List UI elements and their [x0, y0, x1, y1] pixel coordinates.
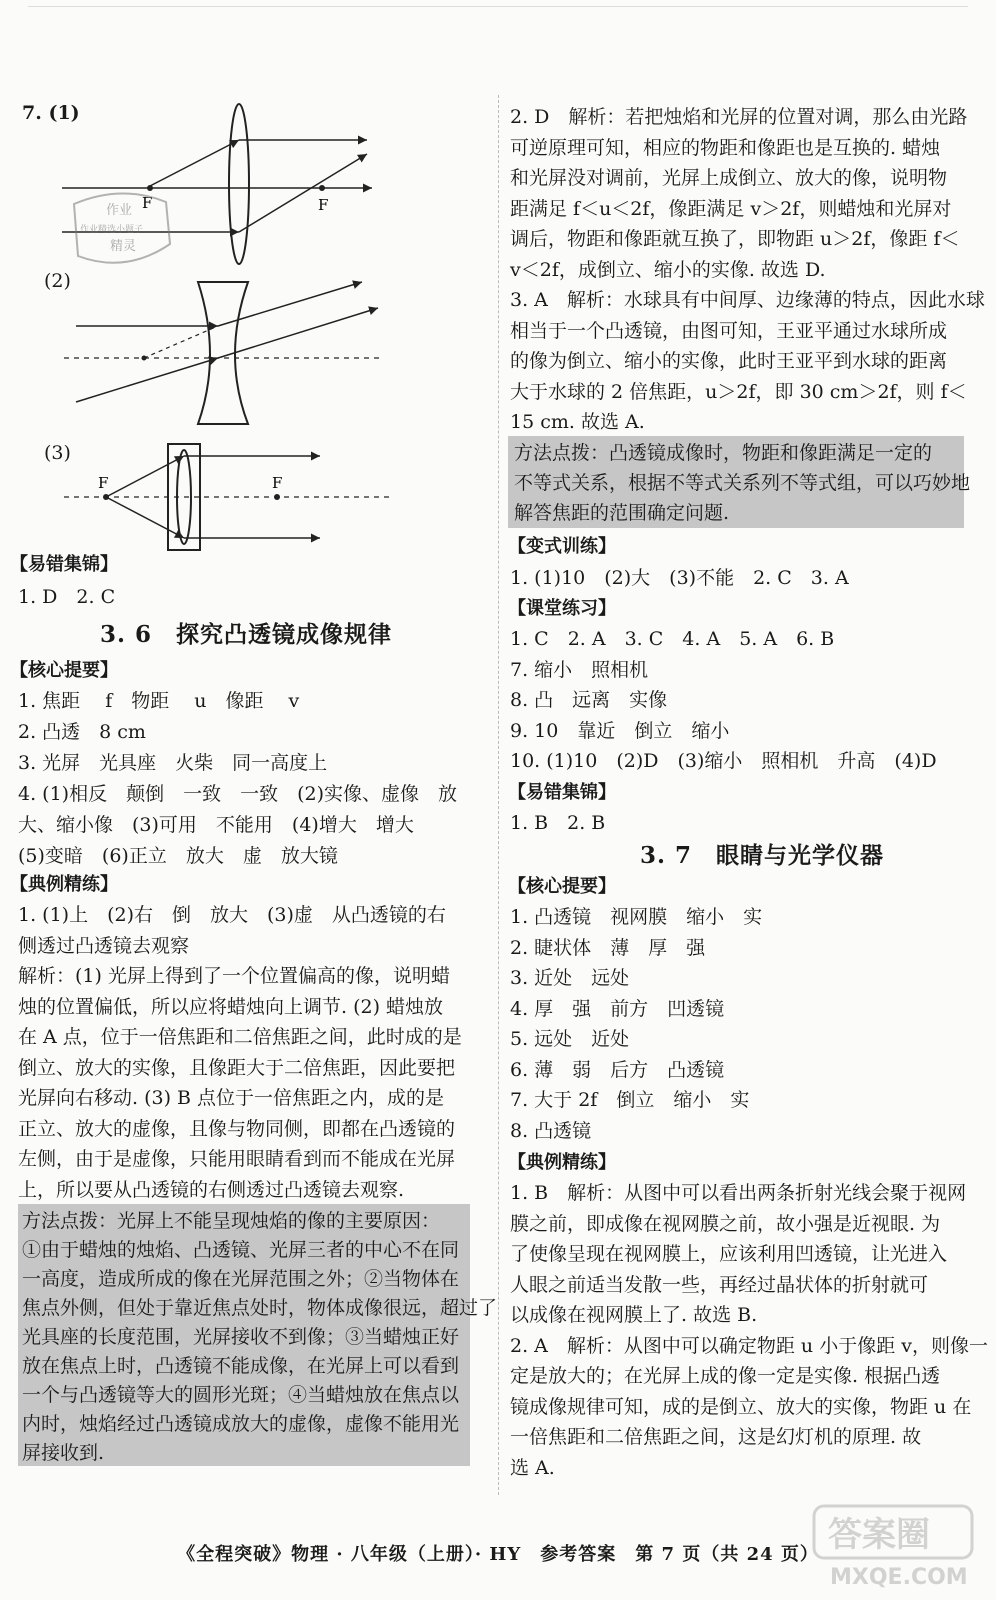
answer-line: 调后，物距和像距就互换了，即物距 u＞2f，像距 f＜	[510, 228, 960, 250]
dianli-line: 1. (1)上 (2)右 倒 放大 (3)虚 从凸透镜的右	[18, 904, 446, 926]
svg-text:作业: 作业	[106, 203, 133, 218]
dianli-line: 光屏向右移动. (3) B 点位于一倍焦距之内，成的是	[18, 1087, 445, 1109]
dianli-line: 人眼之前适当发散一些，再经过晶状体的折射就可	[510, 1273, 929, 1296]
method-line: 光具座的长度范围，光屏接收不到像；③当蜡烛正好	[22, 1326, 460, 1348]
hexin-line: 大、缩小像 (3)可用 不能用 (4)增大 增大	[18, 814, 414, 836]
focal-label-left: F	[142, 194, 153, 212]
answer-line: 大于水球的 2 倍焦距，u＞2f，即 30 cm＞2f，则 f＜	[510, 380, 967, 403]
answer-line: 相当于一个凸透镜，由图可知，王亚平通过水球所成	[510, 319, 948, 342]
hexin-line: 5. 远处 近处	[510, 1028, 630, 1050]
dianli-line: 选 A.	[510, 1456, 555, 1479]
method-line: 放在焦点上时，凸透镜不能成像，在光屏上可以看到	[22, 1355, 460, 1377]
hexin-line: 2. 凸透 8 cm	[18, 721, 146, 743]
svg-text:精灵: 精灵	[110, 239, 137, 254]
answer-line: 3. A 解析：水球具有中间厚、边缘薄的特点，因此水球	[510, 289, 985, 311]
hexin-line: 7. 大于 2f 倒立 缩小 实	[510, 1089, 750, 1111]
focal-label-right: F	[318, 196, 329, 214]
dianli-line: 解析：(1) 光屏上得到了一个位置偏高的像，说明蜡	[18, 965, 450, 987]
svg-text:作业精选小题子: 作业精选小题子	[80, 225, 144, 235]
focal-label-left-3: F	[98, 474, 109, 492]
dianli-line: 侧透过凸透镜去观察	[18, 934, 190, 957]
hexin-line: 8. 凸透镜	[510, 1119, 592, 1142]
method-line: 一高度，造成所成的像在光屏范围之外；②当物体在	[22, 1268, 460, 1290]
answer-line: 距满足 f＜u＜2f，像距满足 v＞2f，则蜡烛和光屏对	[510, 197, 952, 220]
dianli-line: 了使像呈现在视网膜上，应该利用凹透镜，让光进入	[510, 1243, 948, 1265]
section-title-3-7: 3. 7 眼睛与光学仪器	[640, 842, 885, 869]
dianli-line: 正立、放大的虚像，且像与物同侧，即都在凸透镜的	[18, 1117, 456, 1140]
method-line: 屏接收到.	[22, 1442, 105, 1464]
watermark-logo	[808, 1500, 978, 1590]
page-footer: 《全程突破》物理 · 八年级（上册）· HY 参考答案 第 7 页（共 24 页）	[177, 1544, 819, 1565]
q7-part2-label: (2)	[44, 270, 71, 292]
section-head-ketang: 【课堂练习】	[508, 598, 616, 619]
hexin-line: 1. 焦距 f 物距 u 像距 v	[18, 690, 300, 712]
hexin-line: 4. 厚 强 前方 凹透镜	[510, 997, 725, 1020]
answer-line: v＜2f，成倒立、缩小的实像. 故选 D.	[510, 258, 826, 281]
hexin-line: (5)变暗 (6)正立 放大 虚 放大镜	[18, 845, 338, 867]
method-line: 内时，烛焰经过凸透镜成放大的虚像，虚像不能用光	[22, 1413, 460, 1435]
dianli-line: 倒立、放大的实像，且像距大于二倍焦距，因此要把	[18, 1056, 456, 1079]
hexin-line: 4. (1)相反 颠倒 一致 一致 (2)实像、虚像 放	[18, 783, 457, 805]
ketang-line: 10. (1)10 (2)D (3)缩小 照相机 升高 (4)D	[510, 750, 937, 772]
section-head-hexin: 【核心提要】	[10, 660, 118, 681]
answer-line: 和光屏没对调前，光屏上成倒立、放大的像，说明物	[510, 167, 948, 189]
section-head-bianshi: 【变式训练】	[508, 536, 616, 557]
yicuo-answer: 1. D 2. C	[18, 586, 116, 608]
answer-line: 15 cm. 故选 A.	[510, 411, 645, 433]
dianli-line: 上，所以要从凸透镜的右侧透过凸透镜去观察.	[18, 1178, 405, 1201]
stamp-logo	[66, 184, 176, 274]
section-head-dianli-right: 【典例精练】	[508, 1152, 616, 1173]
bianshi-answer: 1. (1)10 (2)大 (3)不能 2. C 3. A	[510, 567, 849, 589]
ketang-line: 7. 缩小 照相机	[510, 658, 649, 681]
dianli-line: 在 A 点，位于一倍焦距和二倍焦距之间，此时成的是	[18, 1026, 462, 1048]
hexin-line: 2. 睫状体 薄 厚 强	[510, 936, 706, 959]
yicuo-answer-right: 1. B 2. B	[510, 812, 606, 834]
answer-line: 的像为倒立、缩小的实像，此时王亚平到水球的距离	[510, 350, 948, 372]
dianli-line: 镜成像规律可知，成的是倒立、放大的实像，物距 u 在	[510, 1395, 972, 1418]
hexin-line: 3. 光屏 光具座 火柴 同一高度上	[18, 752, 328, 774]
focal-label-right-3: F	[272, 474, 283, 492]
method-line: 一个与凸透镜等大的圆形光斑；④当蜡烛放在焦点以	[22, 1384, 460, 1406]
ketang-line: 1. C 2. A 3. C 4. A 5. A 6. B	[510, 628, 835, 650]
dianli-line: 定是放大的；在光屏上成的像一定是实像. 根据凸透	[510, 1365, 941, 1387]
ketang-line: 9. 10 靠近 倒立 缩小	[510, 719, 730, 742]
top-rule	[28, 6, 968, 7]
q7-label: 7. (1)	[22, 102, 80, 124]
method-line: 方法点拨：凸透镜成像时，物距和像距满足一定的	[514, 442, 933, 464]
dianli-line: 一倍焦距和二倍焦距之间，这是幻灯机的原理. 故	[510, 1426, 922, 1448]
dianli-line: 2. A 解析：从图中可以确定物距 u 小于像距 v，则像一	[510, 1334, 988, 1357]
section-head-dianli: 【典例精练】	[10, 874, 118, 895]
hexin-line: 1. 凸透镜 视网膜 缩小 实	[510, 906, 763, 928]
section-head-yicuo: 【易错集锦】	[10, 554, 118, 575]
method-line: ①由于蜡烛的烛焰、凸透镜、光屏三者的中心不在同	[22, 1239, 460, 1261]
dianli-line: 烛的位置偏低，所以应将蜡烛向上调节. (2) 蜡烛放	[18, 995, 444, 1018]
answer-line: 2. D 解析：若把烛焰和光屏的位置对调，那么由光路	[510, 106, 968, 128]
method-line: 焦点外侧，但处于靠近焦点处时，物体成像很远，超过了	[22, 1297, 498, 1319]
hexin-line: 3. 近处 远处	[510, 967, 630, 989]
hexin-line: 6. 薄 弱 后方 凸透镜	[510, 1058, 725, 1081]
q7-part3-label: (3)	[44, 442, 71, 464]
svg-text:MXQE.COM: MXQE.COM	[830, 1565, 968, 1590]
method-line: 不等式关系，根据不等式关系列不等式组，可以巧妙地	[514, 472, 971, 494]
dianli-line: 膜之前，即成像在视网膜之前，故小强是近视眼. 为	[510, 1212, 941, 1235]
section-title-3-6: 3. 6 探究凸透镜成像规律	[100, 621, 393, 648]
section-head-hexin-right: 【核心提要】	[508, 876, 616, 897]
dianli-line: 1. B 解析：从图中可以看出两条折射光线会聚于视网	[510, 1182, 967, 1204]
dianli-line: 以成像在视网膜上了. 故选 B.	[510, 1304, 758, 1326]
dianli-line: 左侧，由于是虚像，只能用眼睛看到而不能成在光屏	[18, 1148, 456, 1170]
ketang-line: 8. 凸 远离 实像	[510, 689, 668, 711]
method-line: 方法点拨：光屏上不能呈现烛焰的像的主要原因：	[22, 1210, 441, 1232]
method-line: 解答焦距的范围确定问题.	[514, 502, 730, 524]
section-head-yicuo-right: 【易错集锦】	[508, 782, 616, 803]
lens-frame-diagram	[62, 440, 392, 555]
concave-lens-diagram	[62, 278, 392, 428]
answer-line: 可逆原理可知，相应的物距和像距也是互换的. 蜡烛	[510, 136, 941, 159]
svg-text:答案圈: 答案圈	[828, 1515, 930, 1555]
column-divider	[498, 95, 499, 1495]
